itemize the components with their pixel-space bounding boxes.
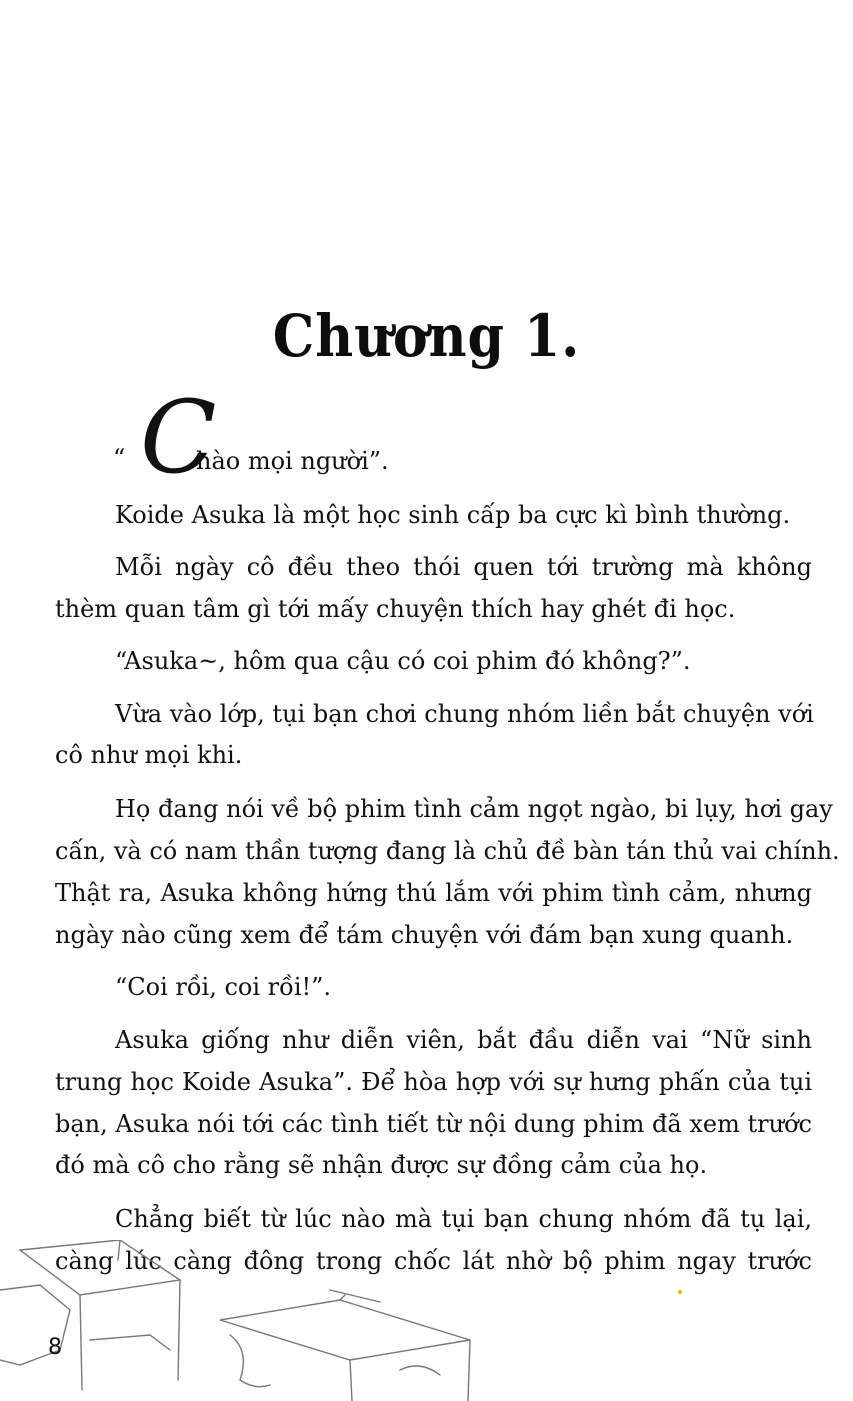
body-line: Chẳng biết từ lúc nào mà tụi bạn chung nhóm đã tụ lại, [115, 1205, 812, 1233]
body-line: Thật ra, Asuka không hứng thú lắm với phim tình cảm, nhưng [55, 879, 812, 907]
body-line: thèm quan tâm gì tới mấy chuyện thích hay ghét đi học. [55, 595, 736, 623]
body-line: Asuka giống như diễn viên, bắt đầu diễn vai “Nữ sinh [115, 1026, 812, 1054]
body-line: Vừa vào lớp, tụi bạn chơi chung nhóm liền bắt chuyện với [115, 700, 814, 728]
body-line: cô như mọi khi. [55, 741, 243, 769]
body-line: đó mà cô cho rằng sẽ nhận được sự đồng cảm của họ. [55, 1151, 708, 1179]
body-line: trung học Koide Asuka”. Để hòa hợp với sự hưng phấn của tụi [55, 1068, 812, 1096]
drop-cap-letter: C [140, 379, 217, 496]
body-line: “Asuka~, hôm qua cậu có coi phim đó không?”. [115, 647, 691, 675]
body-line: càng lúc càng đông trong chốc lát nhờ bộ phim ngay trước [55, 1247, 812, 1275]
opening-line-text: hào mọi người”. [196, 447, 389, 475]
body-line: Họ đang nói về bộ phim tình cảm ngọt ngào, bi lụy, hơi gay [115, 795, 833, 823]
opening-quote-mark: “ [113, 444, 126, 472]
page-number: 8 [48, 1335, 62, 1360]
body-line: cấn, và có nam thần tượng đang là chủ đề bàn tán thủ vai chính. [55, 837, 840, 865]
body-line: “Coi rồi, coi rồi!”. [115, 973, 332, 1001]
body-line: Koide Asuka là một học sinh cấp ba cực kì bình thường. [115, 501, 791, 529]
body-line: Mỗi ngày cô đều theo thói quen tới trường mà không [115, 553, 812, 581]
chapter-title: Chương 1. [272, 302, 581, 370]
body-line: bạn, Asuka nói tới các tình tiết từ nội dung phim đã xem trước [55, 1110, 812, 1138]
body-line: ngày nào cũng xem để tám chuyện với đám bạn xung quanh. [55, 921, 794, 949]
classroom-desk-sketch [0, 1240, 853, 1401]
